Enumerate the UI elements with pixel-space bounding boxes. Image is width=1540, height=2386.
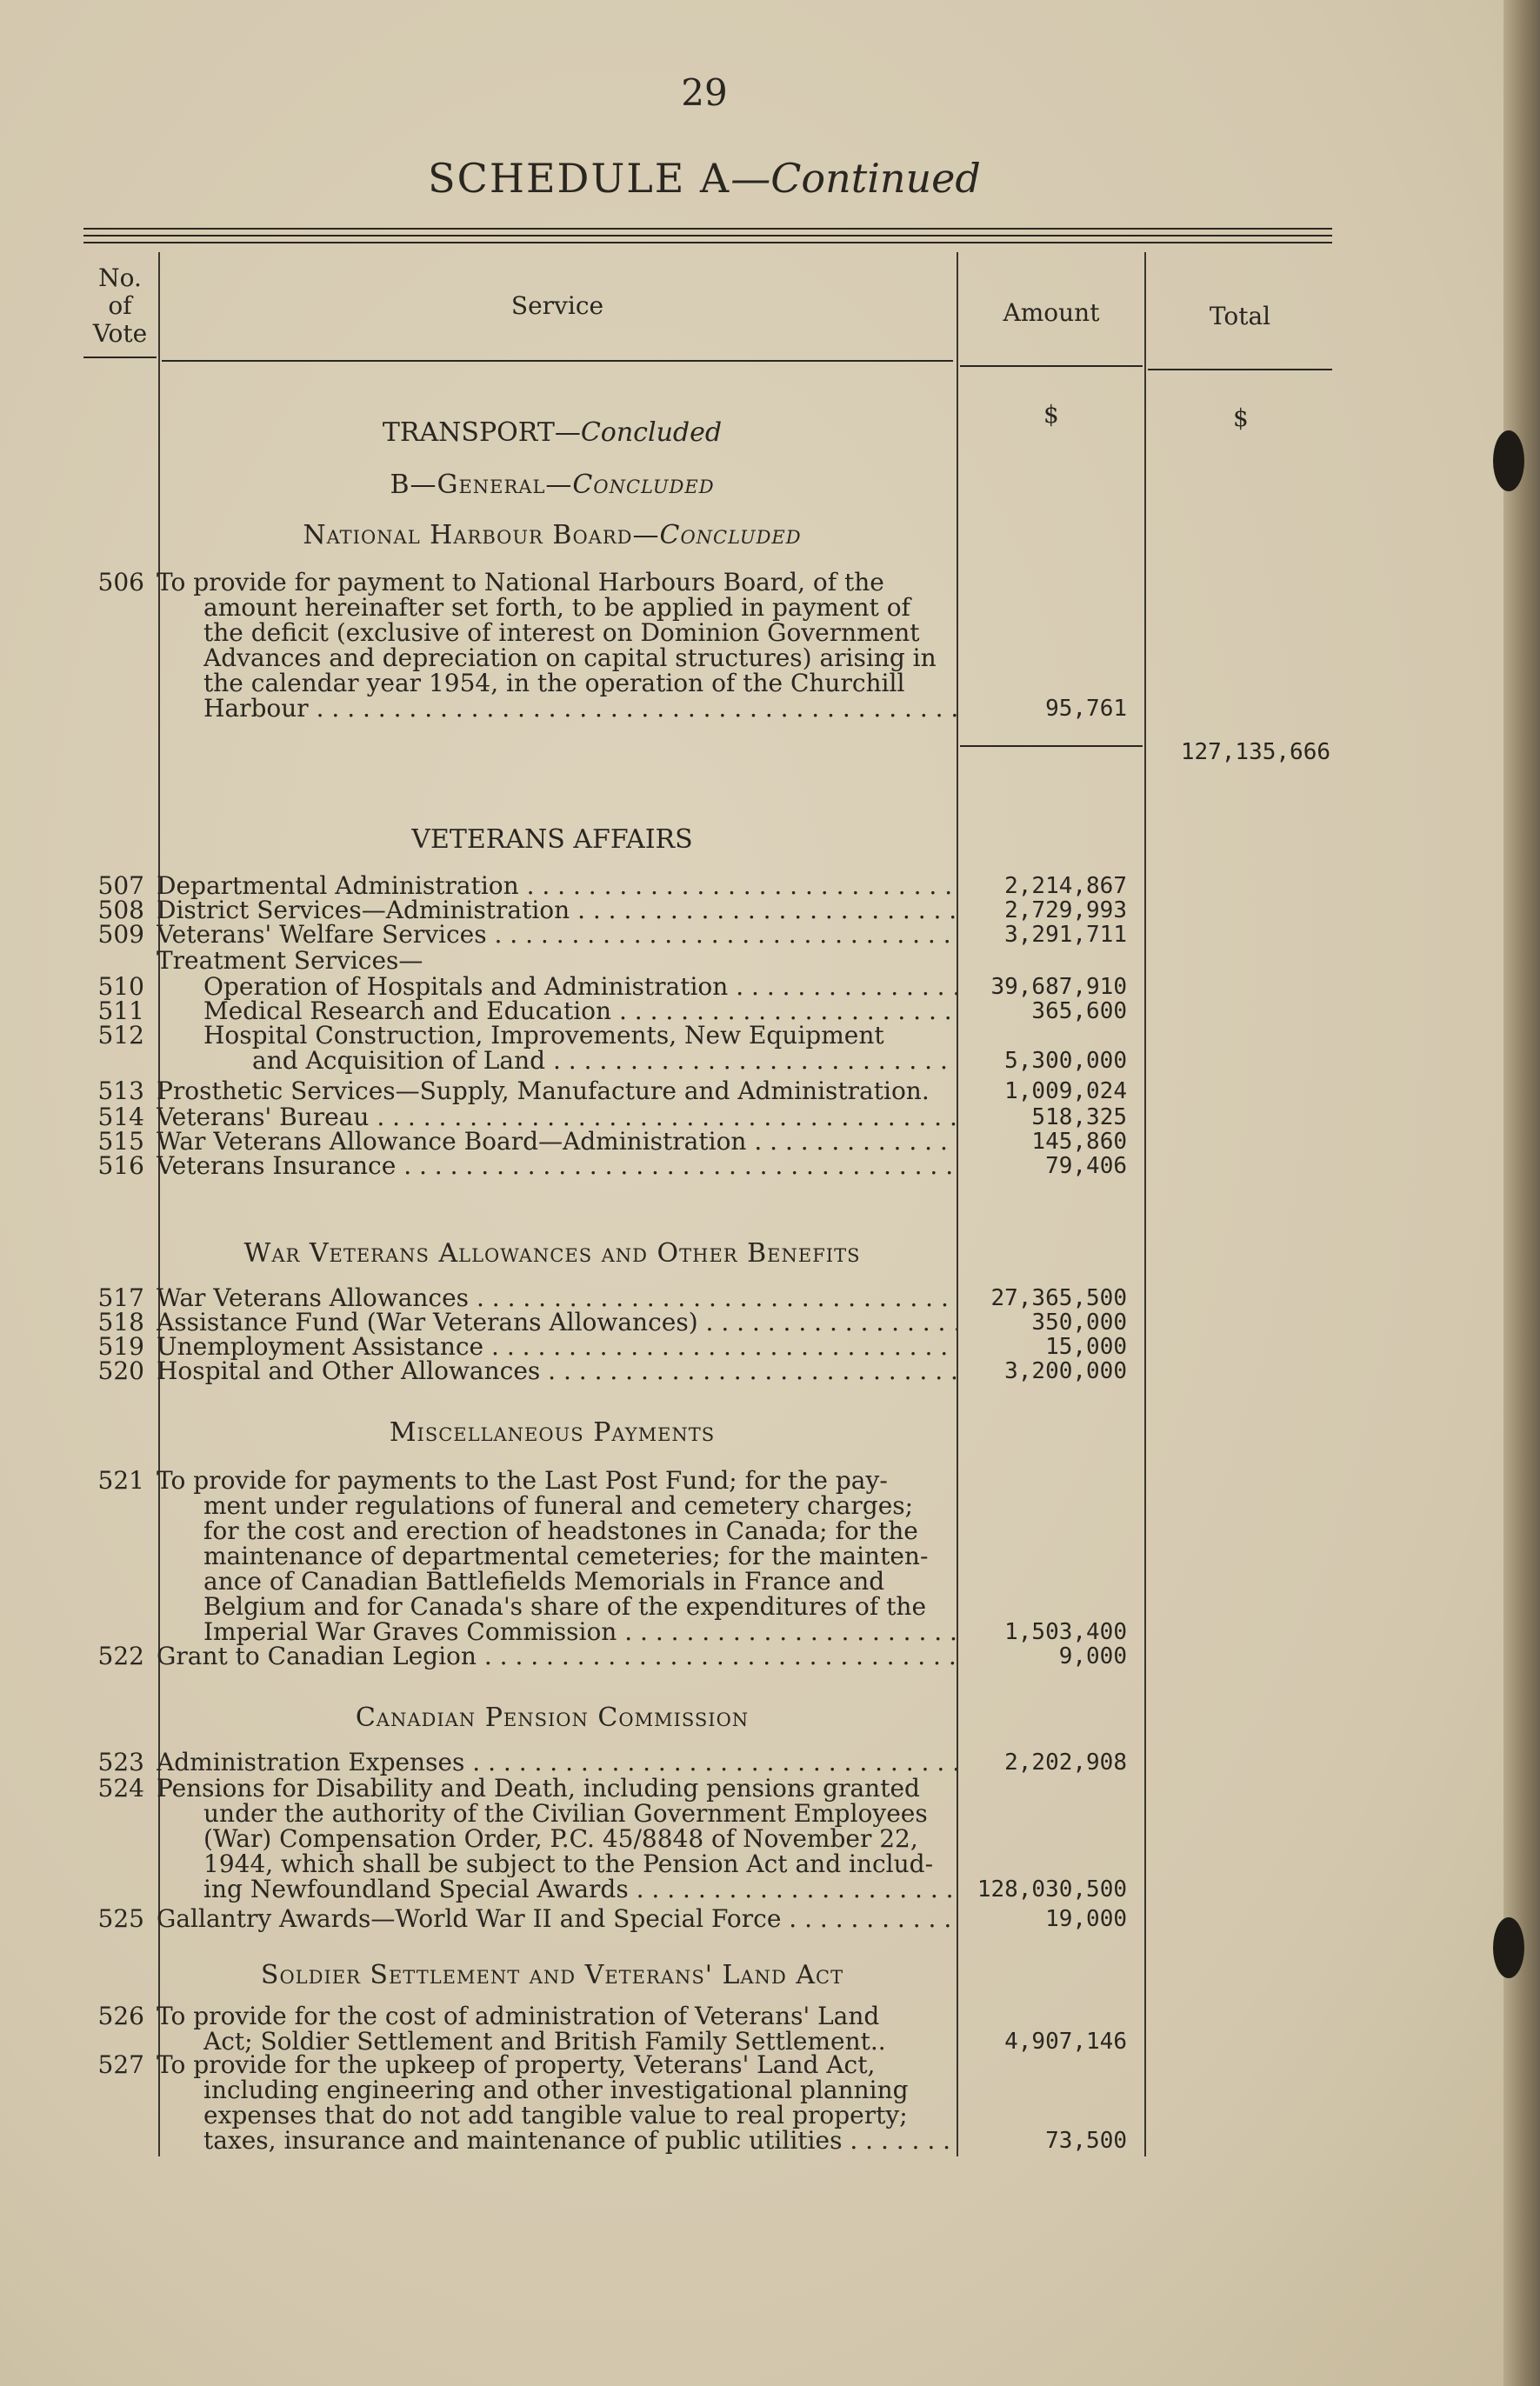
vote-number: 521 — [97, 1466, 144, 1495]
header-no-of-vote: No. of Vote — [92, 263, 148, 348]
service-text: Assistance Fund (War Veterans Allowances) . . . — [157, 1310, 957, 1336]
amount-value: 2,214,867 — [1004, 873, 1127, 899]
service-text: Act; Soldier Settlement and British Family Settlement.. — [203, 2029, 886, 2055]
table-row — [0, 696, 1478, 722]
table-row — [0, 570, 1478, 596]
amount-value: 4,907,146 — [1004, 2029, 1127, 2055]
header-underline — [960, 365, 1143, 367]
amount-value: 145,860 — [1031, 1129, 1127, 1155]
table-row — [0, 1643, 1478, 1670]
table-row — [0, 595, 1478, 621]
amount-value: 19,000 — [1045, 1906, 1127, 1932]
amount-value: 350,000 — [1031, 1310, 1127, 1336]
vote-number: 524 — [97, 1774, 144, 1803]
service-text: Veterans' Welfare Services . . . — [157, 922, 957, 948]
vote-number: 526 — [97, 2002, 144, 2030]
leader-dots — [728, 974, 957, 1000]
leader-dots — [746, 1129, 957, 1155]
service-text: Grant to Canadian Legion . . . — [157, 1643, 957, 1670]
table-row — [0, 620, 1478, 646]
table-row — [0, 1619, 1478, 1645]
amount-value: 1,503,400 — [1004, 1619, 1127, 1645]
amount-value: 27,365,500 — [990, 1285, 1127, 1311]
table-row — [0, 2003, 1478, 2029]
header-underline — [1148, 369, 1332, 370]
leader-dots — [629, 1876, 957, 1903]
header-rule — [83, 235, 1332, 237]
table-row — [0, 1876, 1478, 1903]
leader-dots — [483, 1334, 957, 1360]
table-row — [0, 1569, 1478, 1595]
table-row — [0, 873, 1478, 899]
header-total: Total — [1209, 302, 1271, 330]
amount-value: 2,202,908 — [1004, 1750, 1127, 1776]
service-text: Veterans Insurance . . . — [157, 1153, 957, 1179]
table-row — [0, 1543, 1478, 1570]
table-row — [0, 1153, 1478, 1179]
service-text: Operation of Hospitals and Administration . . . — [203, 974, 957, 1000]
vote-number: 519 — [97, 1332, 144, 1361]
table-row — [0, 2103, 1478, 2129]
header-amount: Amount — [1003, 298, 1100, 327]
service-text: Veterans' Bureau . . . — [157, 1104, 957, 1130]
header-underline — [83, 357, 157, 358]
service-text: under the authority of the Civilian Government Employees — [203, 1801, 928, 1827]
leader-dots — [469, 1285, 957, 1311]
section-heading-misc: Miscellaneous Payments — [389, 1417, 716, 1448]
table-row — [0, 645, 1478, 671]
table-row — [0, 670, 1478, 696]
table-row — [0, 1334, 1478, 1360]
leader-dots — [369, 1104, 957, 1130]
amount-value: 15,000 — [1045, 1334, 1127, 1360]
table-row — [0, 998, 1478, 1024]
service-text: expenses that do not add tangible value to real property; — [203, 2103, 908, 2129]
service-text: maintenance of departmental cemeteries; for the mainten- — [203, 1543, 929, 1570]
service-text: To provide for payments to the Last Post Fund; for the pay- — [157, 1468, 888, 1494]
service-text: amount hereinafter set forth, to be applied in payment of — [203, 595, 910, 621]
leader-dots — [396, 1153, 957, 1179]
vote-number: 506 — [97, 568, 144, 596]
table-row — [0, 1023, 1478, 1049]
table-row — [0, 1750, 1478, 1776]
service-text: Imperial War Graves Commission . . . — [203, 1619, 957, 1645]
amount-value: 2,729,993 — [1004, 897, 1127, 923]
service-text: Unemployment Assistance . . . — [157, 1334, 957, 1360]
leader-dots — [519, 873, 957, 899]
leader-dots — [464, 1750, 957, 1776]
service-text: ing Newfoundland Special Awards . . . — [203, 1876, 957, 1903]
service-text: District Services—Administration . . . — [157, 897, 957, 923]
leader-dots — [309, 696, 957, 722]
table-row — [0, 2128, 1478, 2154]
leader-dots — [545, 1048, 957, 1074]
vote-number: 509 — [97, 920, 144, 949]
amount-value: 9,000 — [1058, 1643, 1127, 1670]
service-text: Harbour . . . — [203, 696, 957, 722]
table-row — [0, 2077, 1478, 2103]
service-text: taxes, insurance and maintenance of public utilities . . . — [203, 2128, 957, 2154]
service-text: War Veterans Allowance Board—Administration . . . — [157, 1129, 957, 1155]
leader-dots — [781, 1906, 957, 1932]
service-text: War Veterans Allowances . . . — [157, 1285, 957, 1311]
service-text: Pensions for Disability and Death, including pensions granted — [157, 1776, 920, 1802]
leader-dots — [540, 1358, 957, 1384]
schedule-title: SCHEDULE A—Continued — [428, 155, 981, 202]
service-text: the calendar year 1954, in the operation of the Churchill — [203, 670, 905, 696]
table-row — [0, 2052, 1478, 2078]
table-row — [0, 1468, 1478, 1494]
service-text: including engineering and other investigational planning — [203, 2077, 909, 2103]
service-text: for the cost and erection of headstones in Canada; for the — [203, 1518, 918, 1544]
service-text: ance of Canadian Battlefields Memorials in France and — [203, 1569, 885, 1595]
table-row — [0, 1493, 1478, 1519]
vote-number: 523 — [97, 1748, 144, 1776]
header-service: Service — [510, 291, 604, 320]
amount-value: 79,406 — [1045, 1153, 1127, 1179]
page-number: 29 — [681, 71, 728, 114]
amount-value: 95,761 — [1045, 696, 1127, 722]
table-row — [0, 1801, 1478, 1827]
vote-number: 514 — [97, 1103, 144, 1131]
leader-dots — [698, 1310, 957, 1336]
leader-dots — [611, 998, 957, 1024]
vote-number: 527 — [97, 2050, 144, 2079]
service-text: 1944, which shall be subject to the Pension Act and includ- — [203, 1851, 934, 1877]
vote-number: 515 — [97, 1127, 144, 1156]
service-text: Departmental Administration . . . — [157, 873, 957, 899]
vote-number: 516 — [97, 1151, 144, 1180]
vote-number: 520 — [97, 1356, 144, 1385]
vote-number: 507 — [97, 871, 144, 900]
section-heading-general: B—General—Concluded — [390, 470, 715, 500]
service-text: To provide for the cost of administration of Veterans' Land — [157, 2003, 880, 2029]
vote-number: 511 — [97, 996, 144, 1025]
vote-number: 525 — [97, 1904, 144, 1933]
table-row — [0, 1358, 1478, 1384]
punch-hole — [1493, 430, 1524, 491]
table-row — [0, 974, 1478, 1000]
total-value: 127,135,666 — [1180, 739, 1330, 765]
service-text: Hospital and Other Allowances . . . — [157, 1358, 957, 1384]
vote-number: 508 — [97, 896, 144, 924]
header-underline — [162, 360, 953, 362]
leader-dots — [842, 2128, 957, 2154]
table-row — [0, 2029, 1478, 2055]
amount-value: 518,325 — [1031, 1104, 1127, 1130]
service-text: ment under regulations of funeral and cemetery charges; — [203, 1493, 914, 1519]
amount-value: 73,500 — [1045, 2128, 1127, 2154]
service-text: Advances and depreciation on capital structures) arising in — [203, 645, 937, 671]
table-row — [0, 1310, 1478, 1336]
service-text: To provide for payment to National Harbours Board, of the — [157, 570, 884, 596]
table-row — [0, 1104, 1478, 1130]
table-row — [0, 1129, 1478, 1155]
table-row — [0, 1851, 1478, 1877]
amount-value: 5,300,000 — [1004, 1048, 1127, 1074]
service-text: Hospital Construction, Improvements, New Equipment — [203, 1023, 884, 1049]
table-row — [0, 1776, 1478, 1802]
header-rule — [83, 242, 1332, 243]
table-row — [0, 1078, 1478, 1104]
service-text: Prosthetic Services—Supply, Manufacture and Administration. — [157, 1078, 930, 1104]
service-text: Treatment Services— — [157, 948, 423, 974]
amount-value: 3,291,711 — [1004, 922, 1127, 948]
section-heading-veterans: VETERANS AFFAIRS — [411, 824, 693, 855]
section-heading-transport: TRANSPORT—Concluded — [382, 417, 723, 448]
section-heading-soldier: Soldier Settlement and Veterans' Land Act — [260, 1960, 844, 1990]
amount-value: 365,600 — [1031, 998, 1127, 1024]
table-row — [0, 1594, 1478, 1620]
table-row — [0, 1826, 1478, 1852]
table-row — [0, 1048, 1478, 1074]
service-text: Administration Expenses . . . — [157, 1750, 957, 1776]
amount-value: 39,687,910 — [990, 974, 1127, 1000]
service-text: and Acquisition of Land . . . — [252, 1048, 957, 1074]
page-edge — [1503, 0, 1540, 2386]
section-heading-harbour: National Harbour Board—Concluded — [303, 520, 802, 550]
service-text: the deficit (exclusive of interest on Dominion Government — [203, 620, 920, 646]
table-row — [0, 948, 1478, 974]
leader-dots — [487, 922, 957, 948]
service-text: To provide for the upkeep of property, Veterans' Land Act, — [157, 2052, 876, 2078]
amount-value: 3,200,000 — [1004, 1358, 1127, 1384]
vote-number: 510 — [97, 972, 144, 1001]
dollar-sign: $ — [1233, 403, 1249, 432]
vote-number: 517 — [97, 1283, 144, 1312]
vote-number: 512 — [97, 1021, 144, 1050]
amount-value: 1,009,024 — [1004, 1078, 1127, 1104]
leader-dots — [477, 1643, 957, 1670]
service-text: (War) Compensation Order, P.C. 45/8848 of November 22, — [203, 1826, 918, 1852]
header-rule — [83, 228, 1332, 230]
vote-number: 522 — [97, 1642, 144, 1670]
leader-dots — [570, 897, 957, 923]
table-row — [0, 922, 1478, 948]
table-row — [0, 1906, 1478, 1932]
dollar-sign: $ — [1043, 400, 1059, 429]
punch-hole — [1493, 1917, 1524, 1978]
vote-number: 513 — [97, 1076, 144, 1105]
amount-value: 128,030,500 — [977, 1876, 1127, 1903]
leader-dots — [617, 1619, 957, 1645]
service-text: Gallantry Awards—World War II and Special Force . . . — [157, 1906, 957, 1932]
service-text: Belgium and for Canada's share of the expenditures of the — [203, 1594, 927, 1620]
table-row — [0, 1285, 1478, 1311]
table-row-total — [0, 739, 1478, 765]
section-heading-pension: Canadian Pension Commission — [355, 1703, 750, 1733]
vote-number: 518 — [97, 1308, 144, 1336]
table-row — [0, 897, 1478, 923]
section-heading-war-veterans: War Veterans Allowances and Other Benefits — [243, 1238, 861, 1269]
service-text: Medical Research and Education . . . — [203, 998, 957, 1024]
table-row — [0, 1518, 1478, 1544]
